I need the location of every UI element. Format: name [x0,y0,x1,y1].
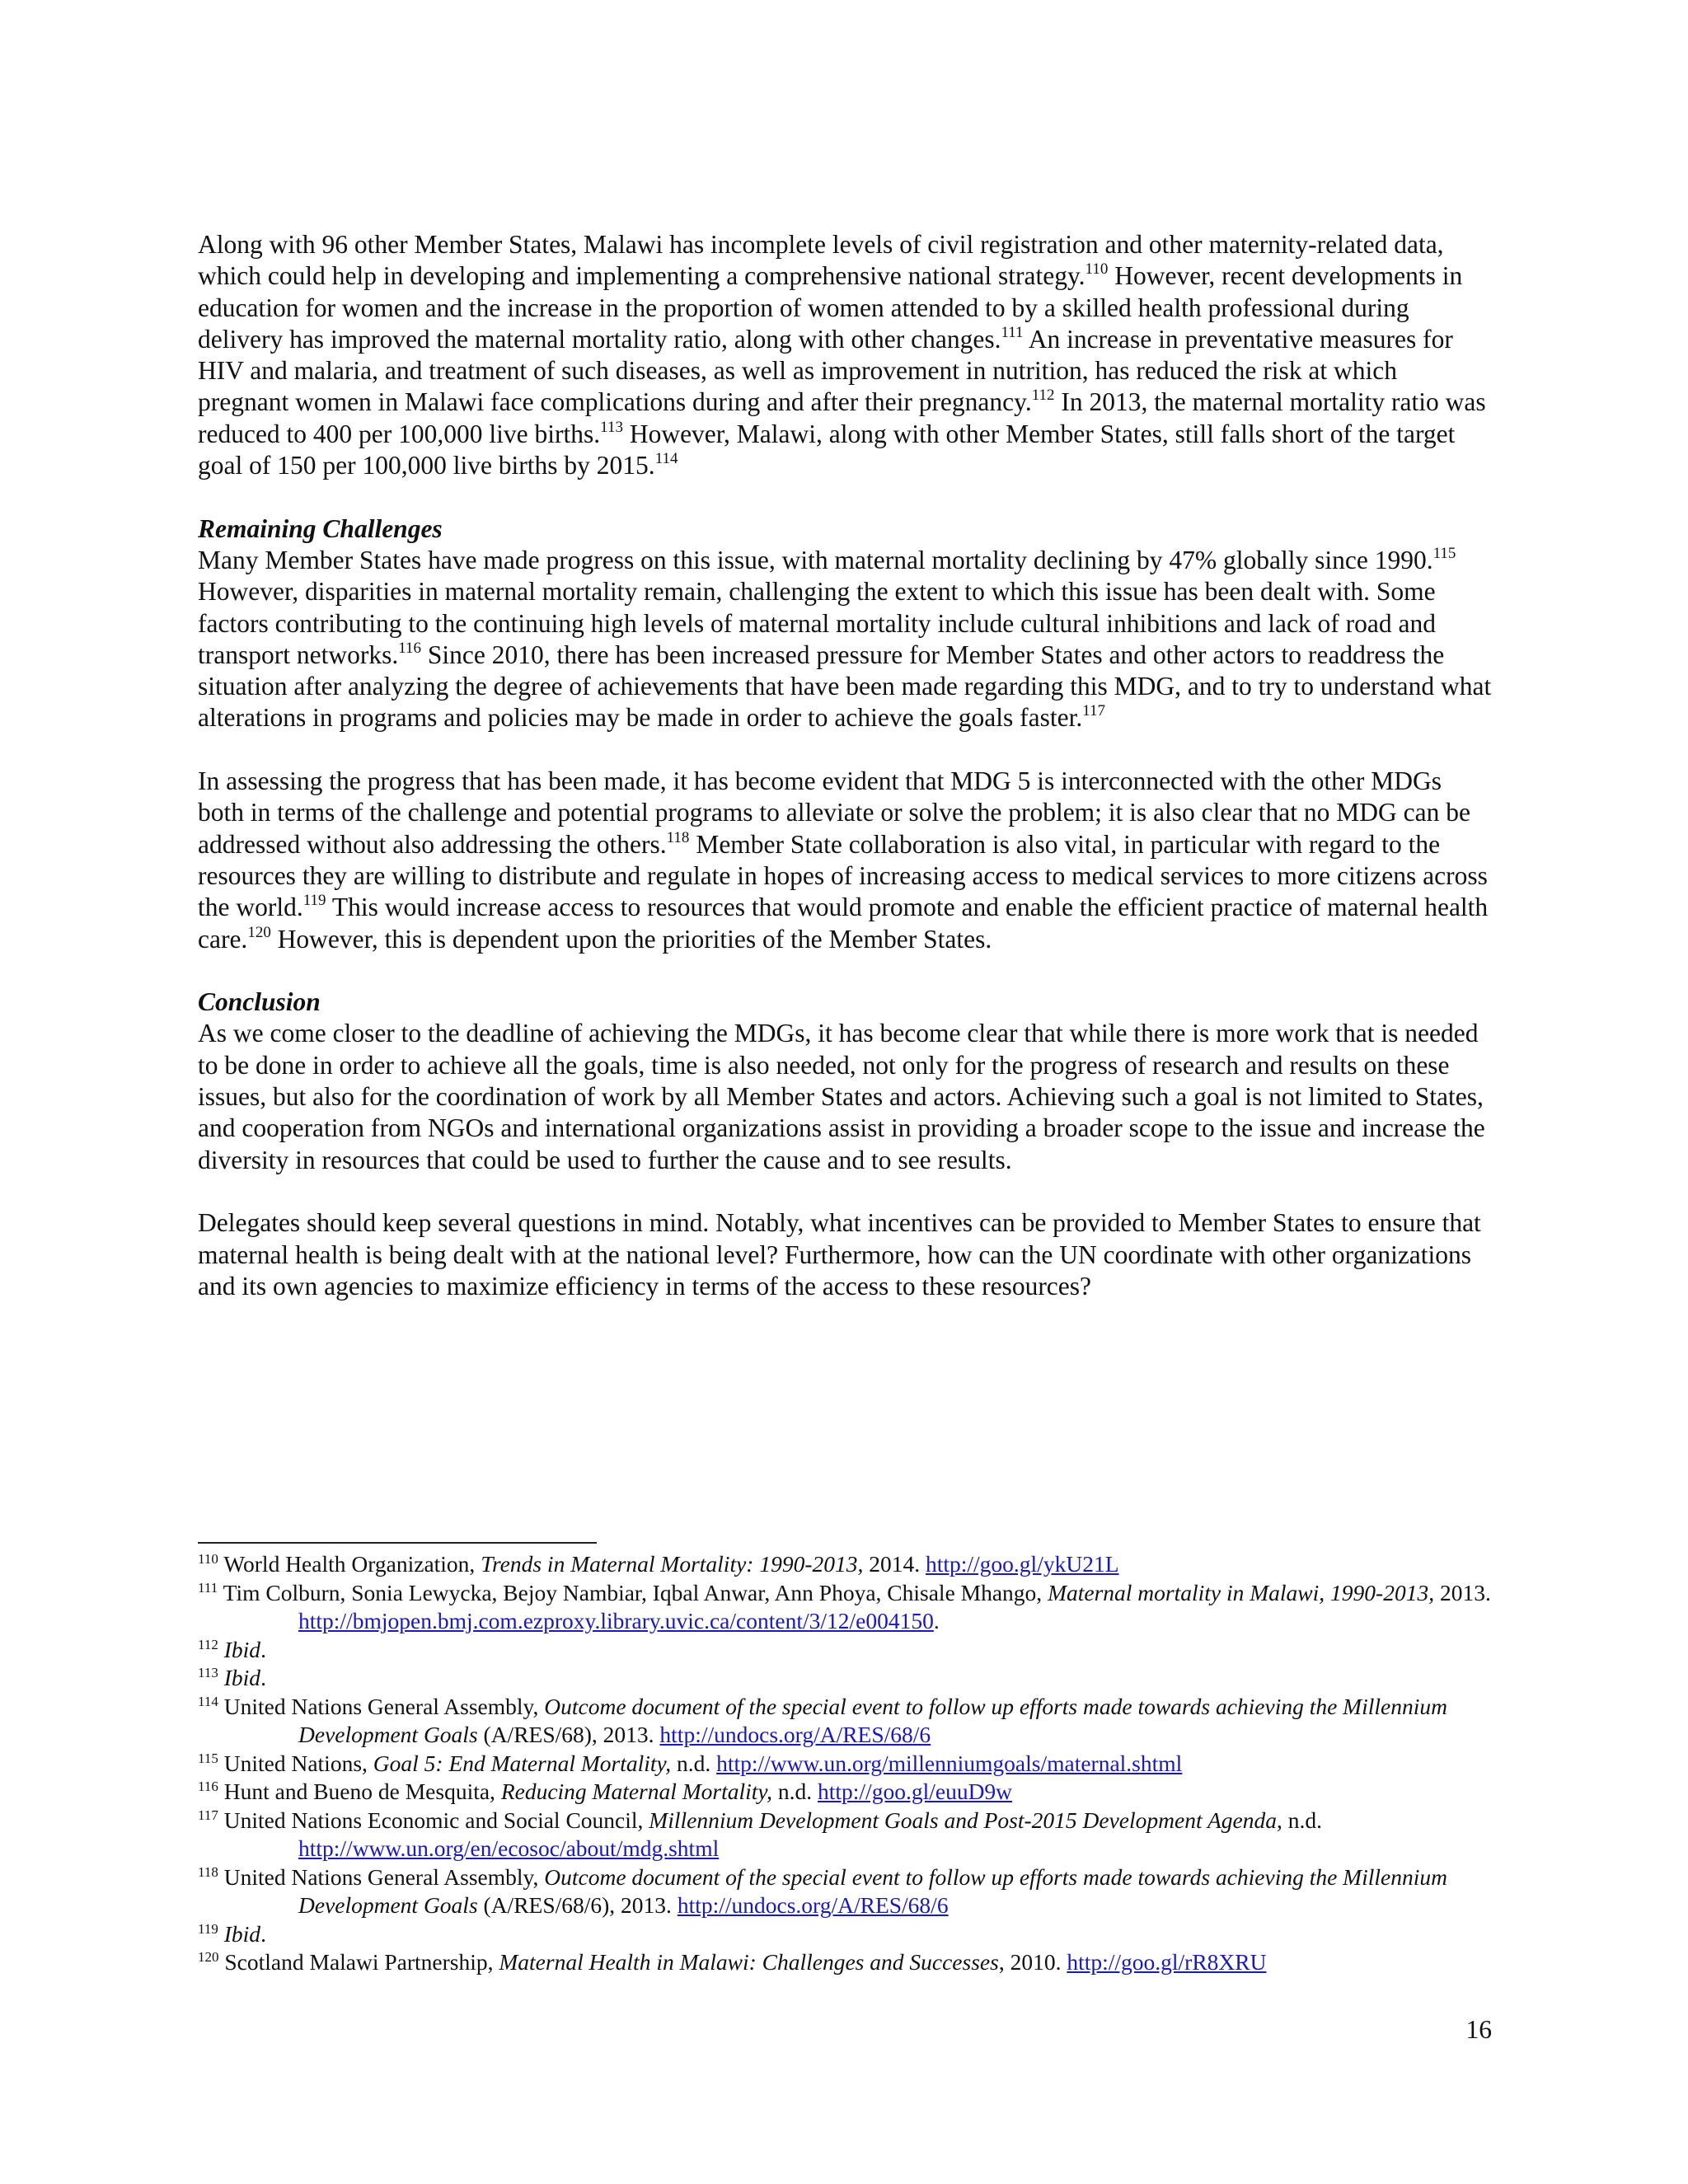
footnote-link[interactable]: http://undocs.org/A/RES/68/6 [659,1722,931,1747]
paragraph-gap [198,955,1492,987]
footnote-ref[interactable]: 119 [302,892,326,910]
footnote-ref[interactable]: 120 [247,923,271,941]
sentence: Member State collaboration is also vital, in particular with regard to the resources they are willing to distribute and regulate in hopes of increasing access to medical services to more citizens across the world. [198,829,1488,922]
sentence: In assessing the progress that has been made, it has become evident that MDG 5 is interconnected with the other MDGs both in terms of the challenge and potential programs to alleviate or solve the problem; it is also clear that no MDG can be addressed without also addressing the others. [198,766,1470,859]
sentence: Many Member States have made progress on this issue, with maternal mortality declining by 47% globally since 1990. [198,545,1433,574]
footnote-110: $^{110}$ World Health Organization, Trends in Maternal Mortality: 1990-2013, 2014. http://goo.gl/ykU21L [198,1551,1119,1577]
footnote-119: $^{119}$ Ibid. [198,1920,266,1947]
paragraph-gap [198,481,1492,513]
main-text [198,229,1492,1302]
footnote-117: $^{117}$ United Nations Economic and Social Council, Millennium Development Goals and Post-2015 Development Agenda, n.d. http://www.un.org/en/ecosoc/about/mdg.shtml [198,1807,1322,1861]
footnote-link[interactable]: http://goo.gl/euuD9w [818,1779,1013,1804]
footnote-separator [198,1542,597,1544]
footnote-ref[interactable]: 117 [1082,702,1106,720]
paragraph-challenges-1 [198,545,1492,734]
page-number: 16 [1465,2015,1492,2044]
footnote-120: $^{120}$ Scotland Malawi Partnership, Maternal Health in Malawi: Challenges and Successes, 2010. http://goo.gl/rR8XRU [198,1949,1267,1975]
footnote-113: $^{113}$ Ibid. [198,1665,266,1690]
footnote-ref[interactable]: 113 [600,418,623,436]
paragraph-gap [198,1176,1492,1207]
footnote-link[interactable]: http://www.un.org/millenniumgoals/maternal.shtml [716,1750,1183,1776]
footnote-link[interactable]: http://goo.gl/rR8XRU [1067,1949,1267,1975]
footnote-ref[interactable]: 116 [398,639,421,657]
footnote-116: $^{116}$ Hunt and Bueno de Mesquita, Reducing Maternal Mortality, n.d. http://goo.gl/euuD9w [198,1779,1013,1804]
sentence: Along with 96 other Member States, Malawi has incomplete levels of civil registration and other maternity-related data, which could help in developing and implementing a comprehensive national strategy. [198,230,1444,291]
sentence: In 2013, the maternal mortality ratio was reduced to 400 per 100,000 live births. [198,387,1486,448]
paragraph-challenges-2 [198,766,1492,955]
footnote-ref[interactable]: 118 [666,828,690,846]
heading-remaining-challenges: Remaining Challenges [198,513,443,543]
sentence: An increase in preventative measures for HIV and malaria, and treatment of such diseases, as well as improvement in nutrition, has reduced the risk at which pregnant women in Malawi face complications during and after their pregnancy. [198,324,1453,417]
sentence: However, recent developments in education for women and the increase in the proportion of women attended to by a skilled health professional during delivery has improved the maternal mortality ratio, along with other changes. [198,261,1463,354]
paragraph-conclusion-1: As we come closer to the deadline of achieving the MDGs, it has become clear that while there is more work that is needed to be done in order to achieve all the goals, time is also needed, not only for the progress of research and results on these issues, but also for the coordination of work by all Member States and actors. Achieving such a goal is not limited to States, and cooperation from NGOs and international organizations assist in providing a broader scope to the issue and increase the diversity in resources that could be used to further the cause and to see results. [198,1019,1485,1174]
footnote-link[interactable]: http://www.un.org/en/ecosoc/about/mdg.shtml [298,1835,720,1861]
footnote-ref[interactable]: 115 [1432,544,1456,562]
footnote-link[interactable]: http://undocs.org/A/RES/68/6 [677,1892,949,1918]
footnote-ref[interactable]: 114 [654,450,678,468]
paragraph-malawi [198,229,1492,481]
footnote-link[interactable]: http://goo.gl/ykU21L [925,1551,1119,1577]
footnote-ref[interactable]: 110 [1085,260,1109,279]
footnote-link[interactable]: http://bmjopen.bmj.com.ezproxy.library.uvic.ca/content/3/12/e004150 [298,1608,934,1633]
sentence: Since 2010, there has been increased pressure for Member States and other actors to readdress the situation after analyzing the degree of achievements that have been made regarding this MDG, and to try to understand what alterations in programs and policies may be made in order to achieve the goals faster. [198,640,1492,733]
footnote-ref[interactable]: 112 [1031,387,1055,405]
heading-conclusion: Conclusion [198,987,321,1017]
sentence: However, this is dependent upon the priorities of the Member States. [270,924,992,954]
sentence: This would increase access to resources that would promote and enable the efficient practice of maternal health care. [198,893,1489,954]
footnote-115: $^{115}$ United Nations, Goal 5: End Maternal Mortality, n.d. http://www.un.org/millenniumgoals/maternal.shtml [198,1750,1183,1776]
sentence: However, Malawi, along with other Member States, still falls short of the target goal of 150 per 100,000 live births by 2015. [198,419,1456,480]
footnote-114: $^{114}$ United Nations General Assembly, Outcome document of the special event to follow up efforts made towards achieving the Millennium Development Goals (A/RES/68), 2013. http://undocs.org/A/RES/68/6 [198,1693,1447,1747]
footnote-ref[interactable]: 111 [1001,323,1024,341]
footnote-112: $^{112}$ Ibid. [198,1636,266,1662]
footnote-111: $^{111}$ Tim Colburn, Sonia Lewycka, Bejoy Nambiar, Iqbal Anwar, Ann Phoya, Chisale Mhango, Maternal mortality in Malawi, 1990-2013, 2013. http://bmjopen.bmj.com.ezproxy.library.uvic.ca/content/3/12/e004150. [198,1579,1491,1633]
footnote-118: $^{118}$ United Nations General Assembly, Outcome document of the special event to follow up efforts made towards achieving the Millennium Development Goals (A/RES/68/6), 2013. http://undocs.org/A/RES/68/6 [198,1863,1447,1918]
paragraph-conclusion-2: Delegates should keep several questions in mind. Notably, what incentives can be provided to Member States to ensure that maternal health is being dealt with at the national level? Furthermore, how can the UN coordinate with other organizations and its own agencies to maximize efficiency in terms of the access to these resources? [198,1208,1481,1301]
sentence: However, disparities in maternal mortality remain, challenging the extent to which this issue has been dealt with. Some factors contributing to the continuing high levels of maternal mortality include cultural inhibitions and lack of road and transport networks. [198,577,1436,669]
footnotes [198,1550,1492,1977]
paragraph-gap [198,734,1492,766]
